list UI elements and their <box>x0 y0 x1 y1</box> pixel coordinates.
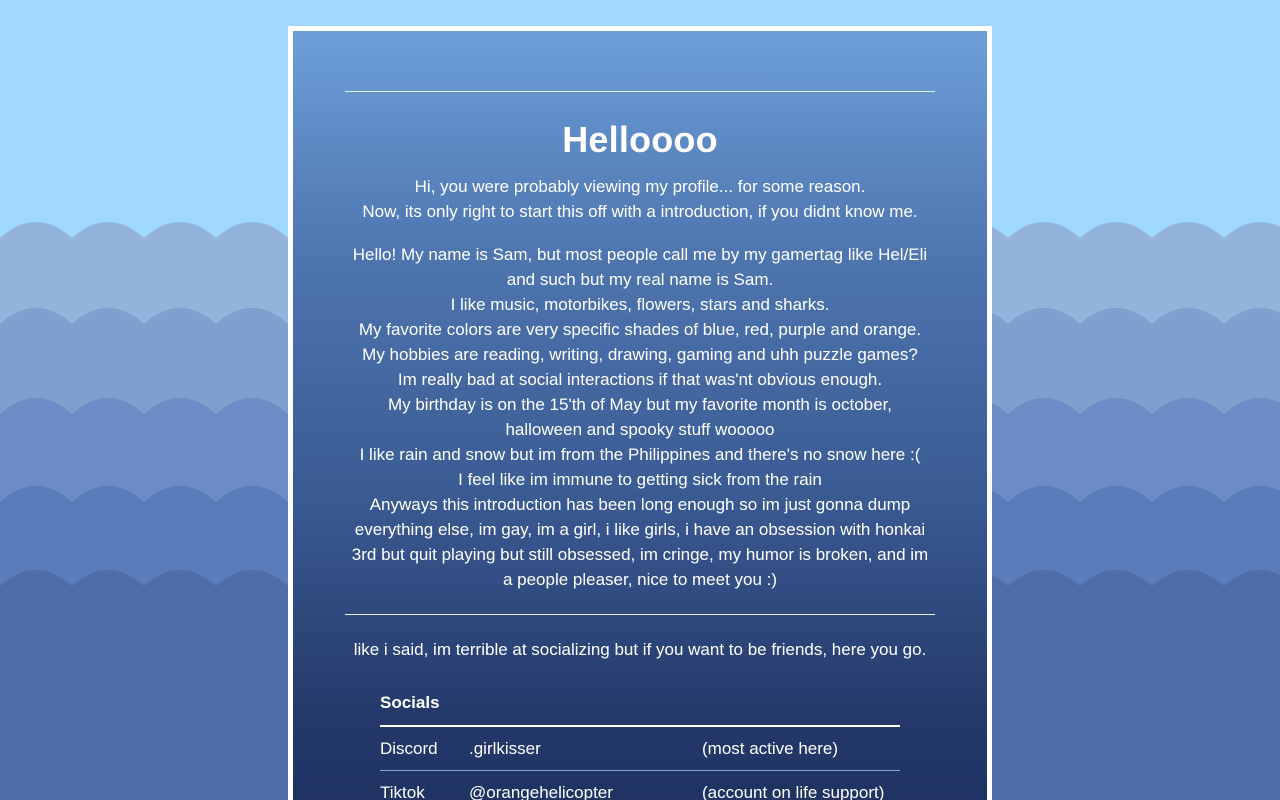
socials-table <box>380 691 900 800</box>
about-line: halloween and spooky stuff wooooo <box>505 420 775 439</box>
about-line: and such but my real name is Sam. <box>506 270 774 289</box>
note-cell: (most active here) <box>702 726 900 771</box>
table-row <box>380 726 900 771</box>
about-line: a people pleaser, nice to meet you :) <box>502 570 778 589</box>
about-line: 3rd but quit playing but still obsessed, im cringe, my humor is broken, and im <box>351 545 929 564</box>
about-line: My favorite colors are very specific shades of blue, red, purple and orange. <box>358 320 922 339</box>
page-title: Helloooo <box>562 119 718 160</box>
friends-text: like i said, im terrible at socializing but if you want to be friends, here you go. <box>353 640 927 659</box>
top-divider <box>345 91 935 92</box>
table-row <box>380 771 900 800</box>
intro-text <box>345 174 935 224</box>
handle-cell: @orangehelicopter <box>469 771 702 800</box>
about-line: Anyways this introduction has been long enough so im just gonna dump <box>369 495 911 514</box>
about-line: I like rain and snow but im from the Philippines and there's no snow here :( <box>359 445 921 464</box>
about-line: Im really bad at social interactions if that was'nt obvious enough. <box>397 370 883 389</box>
socials-header-row <box>380 691 900 726</box>
intro-line: Now, its only right to start this off with a introduction, if you didnt know me. <box>362 202 918 221</box>
middle-divider <box>345 614 935 615</box>
about-line: I like music, motorbikes, flowers, stars and sharks. <box>450 295 830 314</box>
about-line: Hello! My name is Sam, but most people call me by my gamertag like Hel/Eli <box>352 245 928 264</box>
intro-line: Hi, you were probably viewing my profile... for some reason. <box>414 177 866 196</box>
platform-cell: Tiktok <box>380 771 469 800</box>
card-content <box>345 91 935 679</box>
about-line: My birthday is on the 15'th of May but my favorite month is october, <box>387 395 893 414</box>
about-text <box>345 242 935 592</box>
handle-cell: .girlkisser <box>469 726 702 771</box>
socials-header: Socials <box>380 691 900 726</box>
note-cell: (account on life support) <box>702 771 900 800</box>
platform-cell: Discord <box>380 726 469 771</box>
about-line: I feel like im immune to getting sick from the rain <box>458 470 822 489</box>
profile-card <box>288 26 992 800</box>
about-line: everything else, im gay, im a girl, i like girls, i have an obsession with honkai <box>354 520 926 539</box>
about-line: My hobbies are reading, writing, drawing, gaming and uhh puzzle games? <box>362 345 918 364</box>
